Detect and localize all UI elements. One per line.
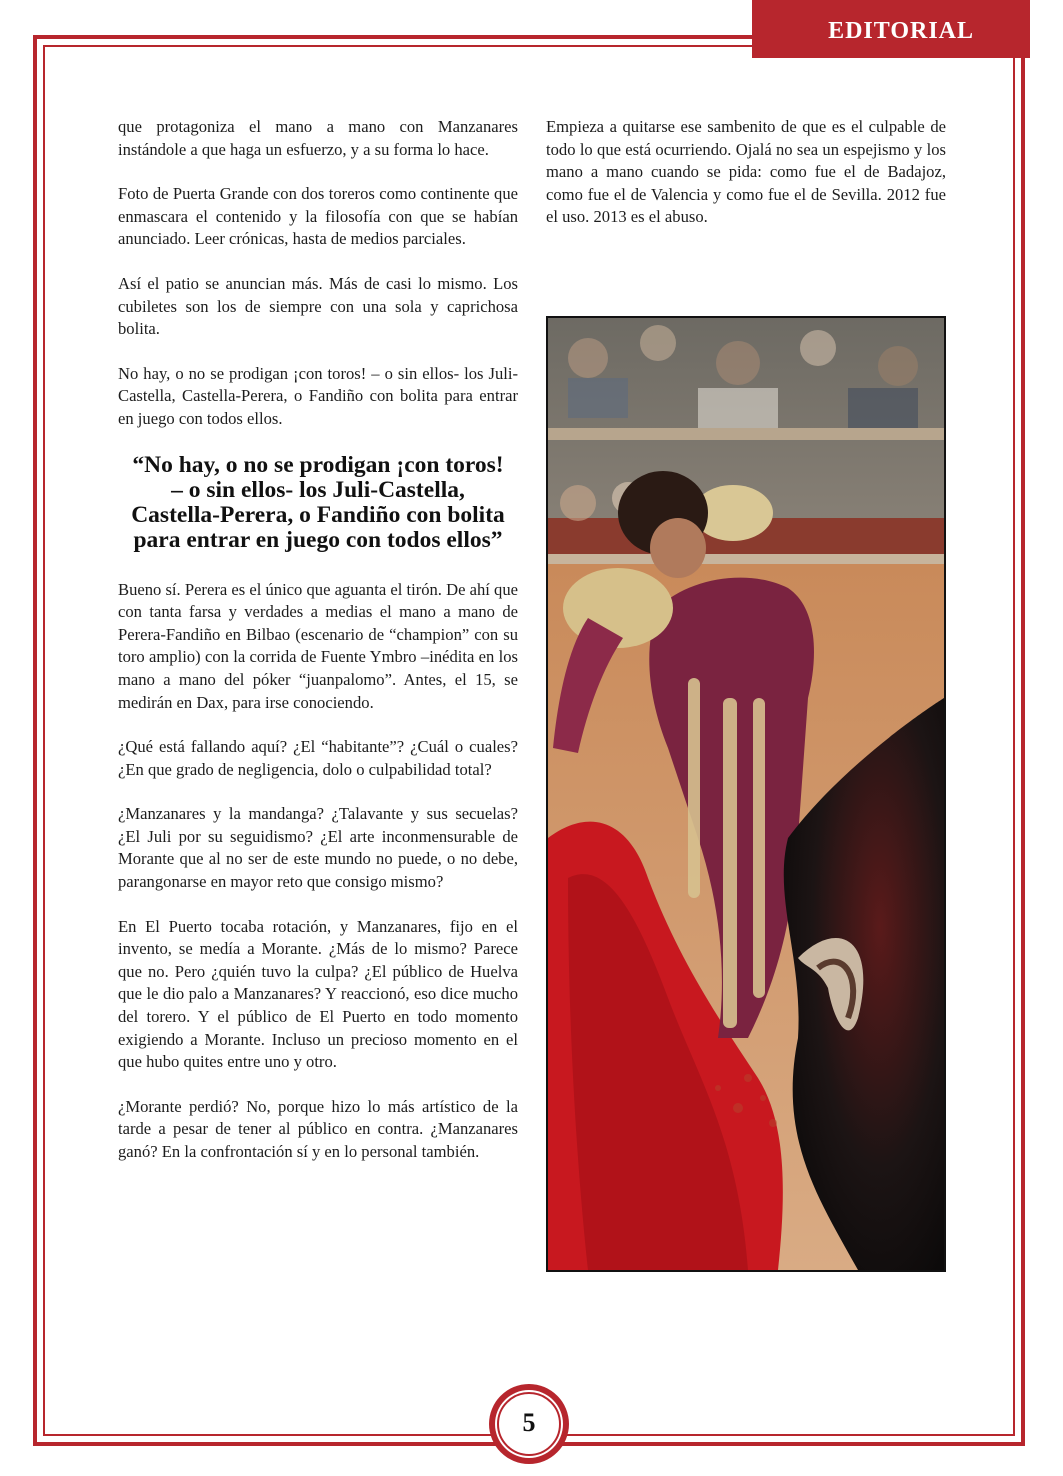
paragraph: En El Puerto tocaba rotación, y Manzanares, fijo en el invento, se medía a Morante. ¿Más de lo mismo? Parece que no. Pero ¿quién tuvo la culpa? ¿El público de Huelva que le dio palo a Manzanares? Y reaccionó, eso dice mucho del torero. Y el público de El Puerto en todo momento exigiendo a Morante. Incluso un precioso momento en el que hubo quites entre uno y otro.: [118, 916, 518, 1072]
paragraph: que protagoniza el mano a mano con Manzanares instándole a que haga un esfuerzo, y a su forma lo hace.: [118, 117, 518, 159]
page-number-badge: [487, 1382, 571, 1466]
section-title: EDITORIAL: [828, 18, 974, 44]
pullquote: “No hay, o no se prodigan ¡con toros! – o sin ellos- los Juli-Castella, Castella-Perera, o Fandiño con bolita para entrar en juego con todos ellos”: [131, 451, 505, 553]
paragraph: Bueno sí. Perera es el único que aguanta el tirón. De ahí que con tanta farsa y verdades a medias el mano a mano de Perera-Fandiño en Bilbao (escenario de “champion” con su toro amplio) con la corrida de Fuente Ymbro –inédita en los mano a mano del póker “juanpalomo”. Antes, el 15, se medirán en Dax, para irse conociendo.: [118, 579, 518, 712]
paragraph: ¿Qué está fallando aquí? ¿El “habitante”? ¿Cuál o cuales? ¿En que grado de negligencia, dolo o culpabilidad total?: [118, 737, 518, 779]
section-header-tab: [752, 0, 1030, 58]
paragraph: ¿Morante perdió? No, porque hizo lo más artístico de la tarde a pesar de tener al público en contra. ¿Manzanares ganó? En la confrontación sí y en lo personal también.: [118, 1096, 518, 1161]
paragraph: Así el patio se anuncian más. Más de casi lo mismo. Los cubiletes son los de siempre con una sola y caprichosa bolita.: [118, 273, 518, 339]
page-number: 5: [522, 1408, 536, 1437]
paragraph: No hay, o no se prodigan ¡con toros! – o sin ellos- los Juli-Castella, Castella-Perera, o Fandiño con bolita para entrar en juego con todos ellos.: [118, 363, 518, 428]
bullfight-photo: [546, 316, 946, 1272]
paragraph: Empieza a quitarse ese sambenito de que es el culpable de todo lo que está ocurriendo. Ojalá no sea un espejismo y los mano a mano cuando se pida: como fue el de Badajoz, como fue el de Valencia y como fue el de Sevilla. 2012 fue el uso. 2013 es el abuso.: [546, 117, 946, 227]
paragraph: Foto de Puerta Grande con dos toreros como continente que enmascara el contenido y la filosofía con que se habían anunciado. Leer crónicas, hasta de medios parciales.: [118, 184, 518, 249]
paragraph: ¿Manzanares y la mandanga? ¿Talavante y sus secuelas? ¿El Juli por su seguidismo? ¿El arte inconmensurable de Morante que al no ser de este mundo no puede, o no debe, parangonarse en mayor reto que consigo mismo?: [118, 804, 518, 892]
right-column: [546, 116, 946, 251]
left-column: [118, 116, 518, 1186]
